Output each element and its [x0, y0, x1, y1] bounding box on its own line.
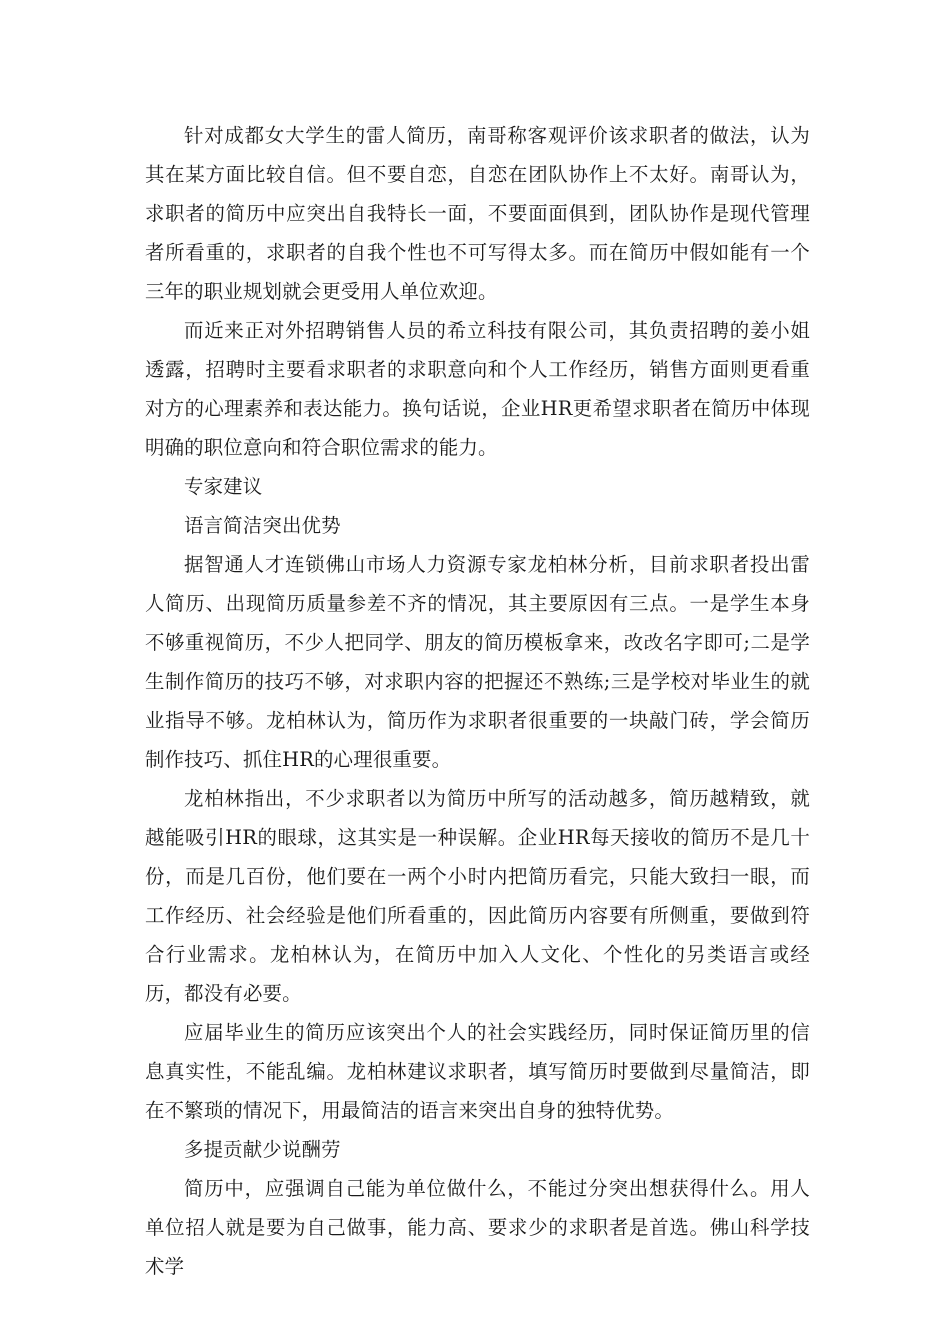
paragraph-misconception: 龙柏林指出，不少求职者以为简历中所写的活动越多，简历越精致，就越能吸引HR的眼球，这其实是一种误解。企业HR每天接收的简历不是几十份，而是几百份，他们要在一两个小时内把简历看完，只能大致扫一眼，而工作经历、社会经验是他们所看重的，因此简历内容要有所侧重，要做到符合行业需求。龙柏林认为，在简历中加入人文化、个性化的另类语言或经历，都没有必要。 — [145, 787, 810, 1005]
paragraph-graduates: 应届毕业生的简历应该突出个人的社会实践经历，同时保证简历里的信息真实性，不能乱编。龙柏林建议求职者，填写简历时要做到尽量简洁，即在不繁琐的情况下，用最简洁的语言来突出自身的独特优势。 — [145, 1021, 810, 1122]
subheading-contribution: 多提贡献少说酬劳 — [184, 1138, 341, 1161]
paragraph-intro: 针对成都女大学生的雷人简历，南哥称客观评价该求职者的做法，认为其在某方面比较自信。但不要自恋，自恋在团队协作上不太好。南哥认为，求职者的简历中应突出自我特长一面，不要面面俱到，团队协作是现代管理者所看重的，求职者的自我个性也不可写得太多。而在简历中假如能有一个三年的职业规划就会更受用人单位欢迎。 — [145, 124, 810, 303]
subheading-concise-language: 语言简洁突出优势 — [184, 514, 341, 537]
paragraph-emphasis: 简历中，应强调自己能为单位做什么，不能过分突出想获得什么。用人单位招人就是要为自己做事，能力高、要求少的求职者是首选。佛山科学技术学 — [145, 1177, 810, 1278]
section-heading-expert-advice: 专家建议 — [184, 475, 263, 498]
article-body — [145, 116, 810, 1286]
paragraph-company: 而近来正对外招聘销售人员的希立科技有限公司，其负责招聘的姜小姐透露，招聘时主要看求职者的求职意向和个人工作经历，销售方面则更看重对方的心理素养和表达能力。换句话说，企业HR更希望求职者在简历中体现明确的职位意向和符合职位需求的能力。 — [145, 319, 810, 459]
paragraph-analysis: 据智通人才连锁佛山市场人力资源专家龙柏林分析，目前求职者投出雷人简历、出现简历质量参差不齐的情况，其主要原因有三点。一是学生本身不够重视简历，不少人把同学、朋友的简历模板拿来，改改名字即可;二是学生制作简历的技巧不够，对求职内容的把握还不熟练;三是学校对毕业生的就业指导不够。龙柏林认为，简历作为求职者很重要的一块敲门砖，学会简历制作技巧、抓住HR的心理很重要。 — [145, 553, 810, 771]
